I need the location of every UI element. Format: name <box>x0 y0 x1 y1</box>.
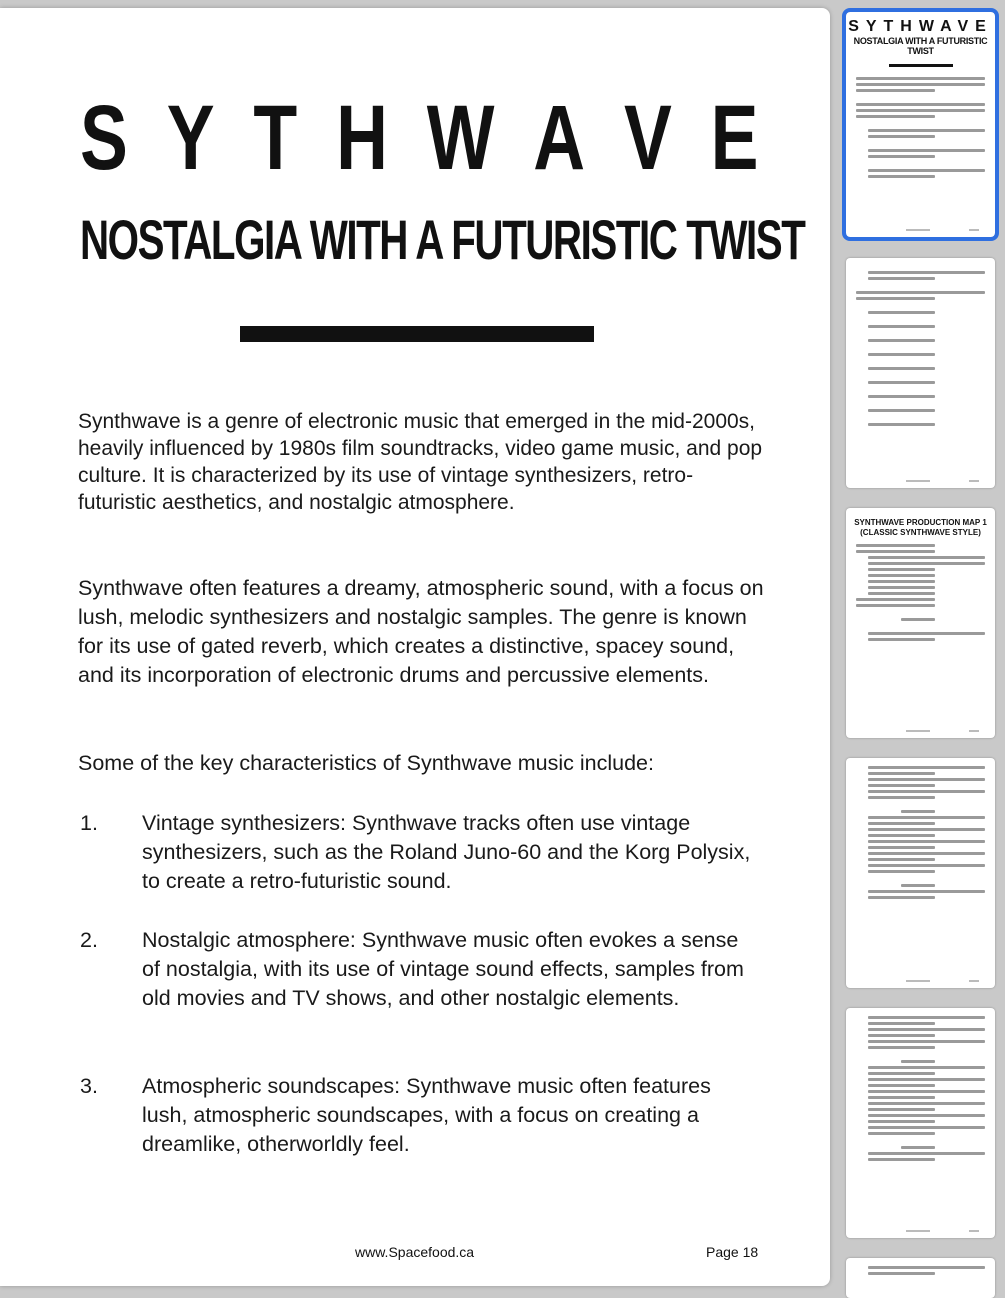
thumbnail-text-line <box>868 796 935 799</box>
thumbnail-text-line <box>868 1152 985 1155</box>
thumbnail-text-line <box>868 822 935 825</box>
footer-page-number: Page 18 <box>706 1244 759 1260</box>
thumbnail-text-line <box>868 1034 935 1037</box>
thumbnail-text-line <box>868 1102 985 1105</box>
thumbnail-text-line <box>856 89 935 92</box>
thumbnail-text-line <box>868 1272 935 1275</box>
thumbnail-text-line <box>868 149 985 152</box>
thumbnail-text-line <box>868 155 935 158</box>
thumbnail-text-line <box>868 870 935 873</box>
thumbnail-text-line <box>868 816 985 819</box>
thumbnail-text-line <box>868 562 985 565</box>
thumbnail-text-line <box>868 556 985 559</box>
thumbnail-text-line <box>868 169 985 172</box>
page-title <box>80 88 759 188</box>
features-paragraph: Synthwave often features a dreamy, atmospheric sound, with a focus on lush, melodic synthesizers and nostalgic samples. The genre is known for its use of gated reverb, which creates a distinctive, spacey sound, and its incorporation of electronic drums and percussive elements. <box>78 576 764 687</box>
thumbnail-text-line <box>856 115 935 118</box>
thumbnail-text-line <box>868 896 935 899</box>
thumbnail-text-line <box>868 568 935 571</box>
thumbnail-text-line <box>868 1090 985 1093</box>
thumbnail-text-line <box>856 550 935 553</box>
thumbnail-text-line <box>868 772 935 775</box>
thumbnail-text-line <box>868 353 935 356</box>
list-intro: Some of the key characteristics of Synthwave music include: <box>78 751 654 775</box>
list-number: 1. <box>80 811 98 835</box>
thumbnail-text-line <box>856 291 985 294</box>
thumbnail-text-line <box>856 109 985 112</box>
title-letter: V <box>623 87 672 189</box>
thumbnail-text-line <box>868 277 935 280</box>
title-letter: E <box>710 87 759 189</box>
thumbnail-text-line <box>868 784 935 787</box>
thumbnail-text-line <box>868 1022 935 1025</box>
thumbnail-text-line <box>868 1016 985 1019</box>
thumbnail-text-line <box>868 325 935 328</box>
thumbnail-text-line <box>868 1096 935 1099</box>
thumbnail-text-line <box>868 381 935 384</box>
thumbnail-text-line <box>856 598 935 601</box>
thumbnail-text-line <box>856 77 985 80</box>
thumbnail-text-line <box>901 618 935 621</box>
thumbnail-text-line <box>901 1146 935 1149</box>
list-number: 2. <box>80 928 98 952</box>
thumbnail-text-line <box>868 890 985 893</box>
thumbnail-text-line <box>868 1114 985 1117</box>
thumbnail-text-line <box>868 1066 985 1069</box>
list-text: Vintage synthesizers: Synthwave tracks often use vintage synthesizers, such as the Roland Juno-60 and the Korg Polysix, to create a retro-futuristic sound. <box>142 811 751 893</box>
thumbnail-text-line <box>868 586 935 589</box>
thumbnail-divider <box>889 64 953 67</box>
thumbnail-text-line <box>868 864 985 867</box>
thumbnail-page-21[interactable] <box>846 758 995 988</box>
thumbnail-text-line <box>868 1040 985 1043</box>
list-text: Nostalgic atmosphere: Synthwave music often evokes a sense of nostalgia, with its use of vintage sound effects, samples from old movies and TV shows, and other nostalgic elements. <box>142 928 744 1010</box>
thumbnail-heading: SYNTHWAVE PRODUCTION MAP 1 (CLASSIC SYNTHWAVE STYLE) <box>854 518 987 537</box>
page-subtitle: NOSTALGIA WITH A FUTURISTIC TWIST <box>80 208 805 271</box>
thumbnail-text-line <box>856 103 985 106</box>
thumbnail-text-line <box>868 852 985 855</box>
thumbnail-text-line <box>868 367 935 370</box>
title-divider <box>240 326 594 342</box>
list-text: Atmospheric soundscapes: Synthwave music often features lush, atmospheric soundscapes, with a focus on creating a dreamlike, otherworldly feel. <box>142 1074 711 1156</box>
title-letter: H <box>336 87 388 189</box>
thumbnail-page-22[interactable] <box>846 1008 995 1238</box>
thumbnail-text-line <box>868 638 935 641</box>
thumbnail-text-line <box>868 395 935 398</box>
thumbnail-text-line <box>868 632 985 635</box>
thumbnail-text-line <box>868 1266 985 1269</box>
thumbnail-text-line <box>868 1046 935 1049</box>
thumbnail-text-line <box>868 271 985 274</box>
thumbnail-text-line <box>868 135 935 138</box>
thumbnail-page-18[interactable] <box>846 12 995 237</box>
thumbnail-text-line <box>868 423 935 426</box>
thumbnail-footer <box>846 730 995 732</box>
document-page <box>0 8 830 1286</box>
thumbnail-text-line <box>868 1072 935 1075</box>
title-letter: Y <box>166 87 215 189</box>
title-letter: S <box>80 87 128 189</box>
thumbnail-text-line <box>868 1108 935 1111</box>
thumbnail-text-line <box>868 778 985 781</box>
thumbnail-text-line <box>868 1084 935 1087</box>
thumbnail-footer <box>846 480 995 482</box>
thumbnail-text-line <box>856 544 935 547</box>
thumbnail-text-line <box>868 1120 935 1123</box>
thumbnail-text-line <box>868 828 985 831</box>
thumbnail-text-line <box>868 1132 935 1135</box>
thumbnail-text-line <box>868 409 935 412</box>
list-number: 3. <box>80 1074 98 1098</box>
thumbnail-page-20[interactable] <box>846 508 995 738</box>
thumbnail-text-line <box>868 834 935 837</box>
thumbnail-text-line <box>901 884 935 887</box>
thumbnail-footer <box>846 980 995 982</box>
thumbnail-text-line <box>868 175 935 178</box>
thumbnail-text-line <box>901 1060 935 1063</box>
thumbnail-text-line <box>868 339 935 342</box>
thumbnail-text-line <box>868 592 935 595</box>
thumbnail-page-23[interactable] <box>846 1258 995 1298</box>
thumbnail-text-line <box>868 858 935 861</box>
title-letter: W <box>426 87 495 189</box>
thumbnail-text-line <box>868 580 935 583</box>
intro-paragraph: Synthwave is a genre of electronic music that emerged in the mid-2000s, heavily influenced by 1980s film soundtracks, video game music, and pop culture. It is characterized by its use of vintage synthesizers, retro-futuristic aesthetics, and nostalgic atmosphere. <box>78 410 763 514</box>
page-thumbnail-sidebar[interactable] <box>836 0 1005 1292</box>
thumbnail-text-line <box>868 766 985 769</box>
thumbnail-text-line <box>868 840 985 843</box>
thumbnail-footer <box>846 229 995 231</box>
thumbnail-text-line <box>868 846 935 849</box>
title-letter: T <box>253 87 298 189</box>
title-letter: A <box>533 87 586 189</box>
thumbnail-text-line <box>868 129 985 132</box>
thumbnail-text-line <box>856 604 935 607</box>
thumbnail-text-line <box>856 297 935 300</box>
thumbnail-text-line <box>868 1158 935 1161</box>
thumbnail-text-line <box>856 83 985 86</box>
thumbnail-text-line <box>868 574 935 577</box>
thumbnail-text-line <box>868 1078 985 1081</box>
footer-url: www.Spacefood.ca <box>355 1244 475 1260</box>
thumbnail-page-19[interactable] <box>846 258 995 488</box>
thumbnail-text-line <box>868 311 935 314</box>
thumbnail-text-line <box>868 790 985 793</box>
thumbnail-title: SYTHWAVE <box>848 18 993 35</box>
thumbnail-text-line <box>868 1028 985 1031</box>
thumbnail-text-line <box>868 1126 985 1129</box>
thumbnail-text-line <box>901 810 935 813</box>
thumbnail-footer <box>846 1230 995 1232</box>
thumbnail-subtitle: NOSTALGIA WITH A FUTURISTIC TWIST <box>853 36 988 56</box>
